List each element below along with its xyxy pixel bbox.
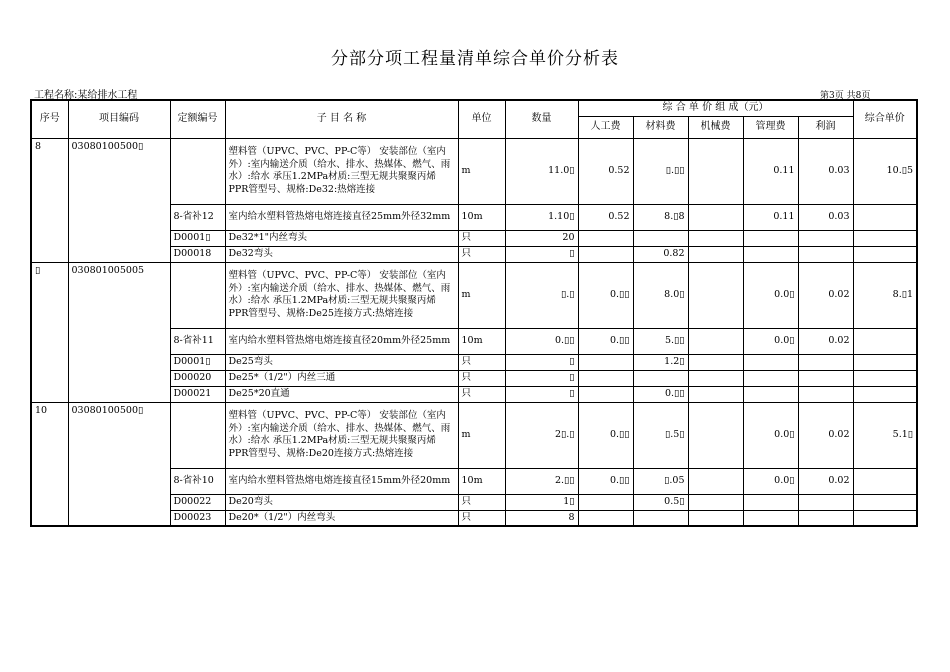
project-name: 工程名称:某给排水工程 xyxy=(34,90,138,101)
unit-cell: 10m xyxy=(458,204,505,230)
total-cell: 10.▯5 xyxy=(853,138,917,204)
labor-cell: 0.▯▯ xyxy=(578,262,633,328)
quota-cell: D00018 xyxy=(170,246,225,262)
item-code-cell: 03080100500▯ xyxy=(68,402,170,526)
quota-cell: 8-省补12 xyxy=(170,204,225,230)
quota-cell: D0001▯ xyxy=(170,354,225,370)
profit-cell xyxy=(798,354,853,370)
material-cell: ▯.▯▯ xyxy=(633,138,688,204)
profit-cell: 0.02 xyxy=(798,468,853,494)
header-machine: 机械费 xyxy=(688,116,743,138)
unit-cell: m xyxy=(458,402,505,468)
unit-cell: 只 xyxy=(458,370,505,386)
item-name-cell: De25弯头 xyxy=(225,354,458,370)
quota-cell: D00023 xyxy=(170,510,225,526)
header-code: 项目编码 xyxy=(68,100,170,138)
seq-cell: 8 xyxy=(31,138,68,262)
unit-cell: m xyxy=(458,138,505,204)
total-cell xyxy=(853,354,917,370)
qty-cell: 1▯ xyxy=(505,494,578,510)
manage-cell xyxy=(743,370,798,386)
labor-cell: 0.▯▯ xyxy=(578,328,633,354)
profit-cell: 0.02 xyxy=(798,328,853,354)
profit-cell: 0.02 xyxy=(798,262,853,328)
unit-cell: 只 xyxy=(458,354,505,370)
quota-cell xyxy=(170,402,225,468)
item-name-cell: 室内给水塑料管热熔电熔连接直径15mm外径20mm xyxy=(225,468,458,494)
labor-cell xyxy=(578,230,633,246)
profit-cell xyxy=(798,230,853,246)
labor-cell xyxy=(578,246,633,262)
material-cell: 0.▯▯ xyxy=(633,386,688,402)
labor-cell: 0.▯▯ xyxy=(578,402,633,468)
labor-cell: 0.52 xyxy=(578,204,633,230)
quota-cell xyxy=(170,262,225,328)
machine-cell xyxy=(688,354,743,370)
qty-cell: ▯ xyxy=(505,354,578,370)
material-cell: ▯.5▯ xyxy=(633,402,688,468)
profit-cell: 0.02 xyxy=(798,402,853,468)
quota-cell: 8-省补10 xyxy=(170,468,225,494)
item-name-cell: 室内给水塑料管热熔电熔连接直径25mm外径32mm xyxy=(225,204,458,230)
qty-cell: 20 xyxy=(505,230,578,246)
material-cell: 5.▯▯ xyxy=(633,328,688,354)
manage-cell: 0.0▯ xyxy=(743,468,798,494)
manage-cell xyxy=(743,246,798,262)
machine-cell xyxy=(688,328,743,354)
unit-cell: 只 xyxy=(458,494,505,510)
page-title: 分部分项工程量清单综合单价分析表 xyxy=(331,49,619,69)
total-cell xyxy=(853,204,917,230)
machine-cell xyxy=(688,230,743,246)
header-seq: 序号 xyxy=(31,100,68,138)
qty-cell: 2▯.▯ xyxy=(505,402,578,468)
unit-cell: 只 xyxy=(458,246,505,262)
manage-cell xyxy=(743,354,798,370)
page-number: 第3页 共8页 xyxy=(820,91,871,101)
unit-cell: 只 xyxy=(458,386,505,402)
table-row xyxy=(31,138,917,204)
item-name-cell: De20弯头 xyxy=(225,494,458,510)
unit-cell: 10m xyxy=(458,468,505,494)
qty-cell: 11.0▯ xyxy=(505,138,578,204)
item-name-cell: 室内给水塑料管热熔电熔连接直径20mm外径25mm xyxy=(225,328,458,354)
machine-cell xyxy=(688,468,743,494)
quota-cell: D00022 xyxy=(170,494,225,510)
labor-cell: 0.▯▯ xyxy=(578,468,633,494)
manage-cell: 0.11 xyxy=(743,204,798,230)
manage-cell: 0.0▯ xyxy=(743,262,798,328)
machine-cell xyxy=(688,510,743,526)
unit-cell: 只 xyxy=(458,230,505,246)
header-unit: 单位 xyxy=(458,100,505,138)
quota-cell: D00021 xyxy=(170,386,225,402)
total-cell xyxy=(853,328,917,354)
material-cell: 0.82 xyxy=(633,246,688,262)
material-cell: ▯.05 xyxy=(633,468,688,494)
machine-cell xyxy=(688,138,743,204)
qty-cell: 0.▯▯ xyxy=(505,328,578,354)
material-cell: 8.0▯ xyxy=(633,262,688,328)
profit-cell xyxy=(798,370,853,386)
manage-cell xyxy=(743,510,798,526)
labor-cell xyxy=(578,510,633,526)
item-name-cell: De25*20直通 xyxy=(225,386,458,402)
table-row xyxy=(31,262,917,328)
machine-cell xyxy=(688,246,743,262)
total-cell xyxy=(853,370,917,386)
unit-cell: 只 xyxy=(458,510,505,526)
header-total: 综合单价 xyxy=(853,100,917,138)
material-cell: 8.▯8 xyxy=(633,204,688,230)
table-body xyxy=(31,138,917,526)
material-cell xyxy=(633,510,688,526)
manage-cell: 0.0▯ xyxy=(743,402,798,468)
qty-cell: ▯.▯ xyxy=(505,262,578,328)
total-cell xyxy=(853,468,917,494)
qty-cell: ▯ xyxy=(505,246,578,262)
profit-cell xyxy=(798,494,853,510)
manage-cell xyxy=(743,230,798,246)
item-name-cell: De25*（1/2"）内丝三通 xyxy=(225,370,458,386)
manage-cell xyxy=(743,386,798,402)
labor-cell xyxy=(578,354,633,370)
seq-cell: ▯ xyxy=(31,262,68,402)
manage-cell: 0.0▯ xyxy=(743,328,798,354)
labor-cell xyxy=(578,370,633,386)
machine-cell xyxy=(688,262,743,328)
header-qty: 数量 xyxy=(505,100,578,138)
qty-cell: 2.▯▯ xyxy=(505,468,578,494)
item-name-cell: 塑料管（UPVC、PVC、PP-C等） 安装部位（室内外）:室内输送介质（给水、排水、热媒体、燃气、雨水）:给水 承压1.2MPa材质:三型无规共聚聚丙烯PPR管型号、规格:De25连接方式:热熔连接 xyxy=(225,262,458,328)
item-name-cell: De20*（1/2"）内丝弯头 xyxy=(225,510,458,526)
profit-cell xyxy=(798,510,853,526)
item-name-cell: De32弯头 xyxy=(225,246,458,262)
item-name-cell: 塑料管（UPVC、PVC、PP-C等） 安装部位（室内外）:室内输送介质（给水、排水、热媒体、燃气、雨水）:给水 承压1.2MPa材质:三型无规共聚聚丙烯PPR管型号、规格:De32:热熔连接 xyxy=(225,138,458,204)
quota-cell xyxy=(170,138,225,204)
total-cell xyxy=(853,510,917,526)
item-code-cell: 03080100500▯ xyxy=(68,138,170,262)
qty-cell: 1.10▯ xyxy=(505,204,578,230)
qty-cell: 8 xyxy=(505,510,578,526)
material-cell xyxy=(633,370,688,386)
total-cell: 5.1▯ xyxy=(853,402,917,468)
machine-cell xyxy=(688,402,743,468)
quota-cell: 8-省补11 xyxy=(170,328,225,354)
total-cell xyxy=(853,246,917,262)
item-name-cell: De32*1"内丝弯头 xyxy=(225,230,458,246)
total-cell xyxy=(853,494,917,510)
profit-cell: 0.03 xyxy=(798,138,853,204)
machine-cell xyxy=(688,204,743,230)
qty-cell: ▯ xyxy=(505,370,578,386)
header-quota: 定额编号 xyxy=(170,100,225,138)
qty-cell: ▯ xyxy=(505,386,578,402)
item-name-cell: 塑料管（UPVC、PVC、PP-C等） 安装部位（室内外）:室内输送介质（给水、排水、热媒体、燃气、雨水）:给水 承压1.2MPa材质:三型无规共聚聚丙烯PPR管型号、规格:De20连接方式:热熔连接 xyxy=(225,402,458,468)
material-cell: 1.2▯ xyxy=(633,354,688,370)
machine-cell xyxy=(688,370,743,386)
unit-price-analysis-table xyxy=(30,99,918,527)
profit-cell xyxy=(798,246,853,262)
table-row xyxy=(31,402,917,468)
quota-cell: D00020 xyxy=(170,370,225,386)
header-profit: 利润 xyxy=(798,116,853,138)
unit-cell: m xyxy=(458,262,505,328)
labor-cell xyxy=(578,494,633,510)
manage-cell xyxy=(743,494,798,510)
header-labor: 人工费 xyxy=(578,116,633,138)
material-cell xyxy=(633,230,688,246)
machine-cell xyxy=(688,494,743,510)
quota-cell: D0001▯ xyxy=(170,230,225,246)
item-code-cell: 030801005005 xyxy=(68,262,170,402)
header-material: 材料费 xyxy=(633,116,688,138)
header-manage: 管理费 xyxy=(743,116,798,138)
header-name: 子 目 名 称 xyxy=(225,100,458,138)
labor-cell xyxy=(578,386,633,402)
labor-cell: 0.52 xyxy=(578,138,633,204)
profit-cell: 0.03 xyxy=(798,204,853,230)
total-cell xyxy=(853,386,917,402)
machine-cell xyxy=(688,386,743,402)
seq-cell: 10 xyxy=(31,402,68,526)
header-composition: 综 合 单 价 组 成（元） xyxy=(578,100,853,116)
total-cell: 8.▯1 xyxy=(853,262,917,328)
material-cell: 0.5▯ xyxy=(633,494,688,510)
total-cell xyxy=(853,230,917,246)
manage-cell: 0.11 xyxy=(743,138,798,204)
unit-cell: 10m xyxy=(458,328,505,354)
profit-cell xyxy=(798,386,853,402)
